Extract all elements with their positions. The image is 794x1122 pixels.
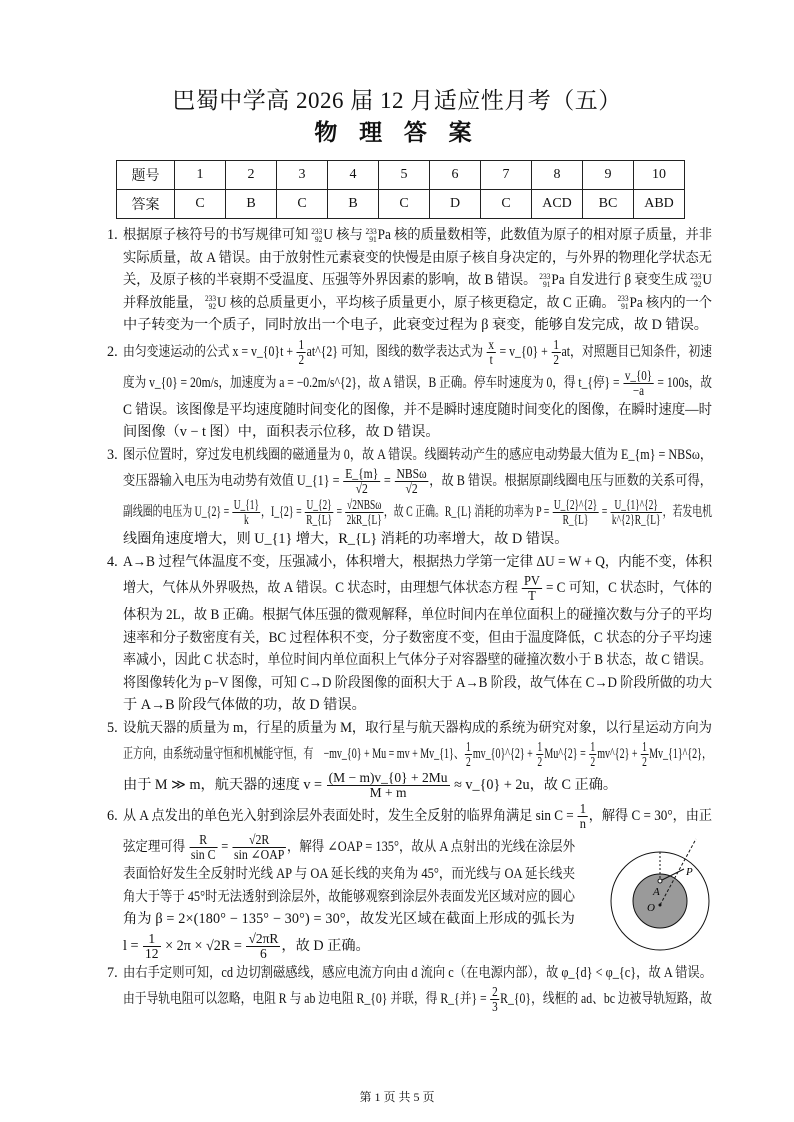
text-segment: 体积为 2L，故 B 正确。根据气体压强的微观解释，单位时间内在单位面积上的碰撞次数与分子的平均 <box>123 607 712 623</box>
line-text <box>123 269 712 292</box>
text-segment: 速率和分子数密度有关，BC 过程体积不变，分子数密度不变，但由于温度降低，C 状态的分子平均速 <box>123 629 712 646</box>
point-a <box>658 879 662 883</box>
denominator: 2 <box>465 754 471 770</box>
line-text <box>123 497 712 528</box>
question-number-cell: 4 <box>328 161 379 190</box>
point-o <box>659 904 662 907</box>
fraction <box>589 740 597 769</box>
atomic-number: 91 <box>542 279 551 289</box>
text-segment: = <box>218 839 232 855</box>
label-o: O <box>647 902 655 914</box>
line-text <box>123 672 712 695</box>
denominator: sin ∠OAP <box>234 847 285 863</box>
text-segment: Mu^{2} = <box>544 746 589 762</box>
atomic-number: 91 <box>369 234 377 244</box>
text-segment: U <box>702 272 712 288</box>
solution-line <box>123 863 575 886</box>
numerator: 1 <box>553 336 559 352</box>
solution-line <box>123 573 712 604</box>
text-segment: 将图像转化为 p−V 图像，可知 C→D 阶段图像的面积大于 A→B 阶段，故气体在 C→D 阶段所做的功大 <box>123 674 712 691</box>
solution-line <box>123 984 712 1015</box>
numerator: √2R <box>232 833 286 848</box>
solution-line <box>123 224 712 247</box>
fraction <box>465 740 473 769</box>
fraction <box>395 467 429 496</box>
numerator: 1 <box>298 336 305 352</box>
line-text <box>123 314 708 337</box>
line-text <box>123 551 712 574</box>
numerator: R <box>189 833 217 848</box>
numerator: 2 <box>492 984 498 1000</box>
numerator: √2NBSω <box>347 497 382 513</box>
question-2 <box>107 337 712 444</box>
solution-line <box>123 337 712 368</box>
question-1 <box>107 224 712 337</box>
solution-line <box>123 694 712 717</box>
answer-cell: C <box>379 190 430 219</box>
line-text <box>123 368 712 399</box>
fraction <box>343 467 380 496</box>
numerator: 1 <box>465 739 471 755</box>
text-segment: 由于导轨电阻可以忽略，电阻 R 与 ab 边电阻 R_{0} 并联，得 R_{并} = <box>123 991 490 1007</box>
line-text <box>123 627 712 650</box>
fraction <box>143 932 161 961</box>
fraction <box>305 498 334 527</box>
mass-number: 233 <box>617 294 629 304</box>
text-segment: 弦定理可得 <box>123 839 189 855</box>
text-segment: 由于 M ≫ m，航天器的速度 v = <box>123 777 326 793</box>
question-number: 6. <box>107 808 118 824</box>
solution-line <box>123 421 712 444</box>
text-segment: 变压器输入电压为电动势有效值 U_{1} = <box>123 473 343 489</box>
line-text <box>123 984 712 1015</box>
text-segment: 度为 v_{0} = 20m/s，加速度为 a = −0.2m/s^{2}，故 A 错误，B 正确。停车时速度为 0，得 t_{停} = <box>123 374 623 391</box>
text-segment: 正方向，由系统动量守恒和机械能守恒，有 −mv_{0} + Mu = mv + Mv_{1}、 <box>123 746 464 762</box>
text-segment: 于 A→B 阶段气体做的功，故 D 错误。 <box>123 697 366 713</box>
mass-number: 233 <box>365 226 377 236</box>
solution-line <box>123 801 712 832</box>
text-segment: 线圈角速度增大，则 U_{1} 增大，R_{L} 消耗的功率增大，故 D 错误。 <box>123 531 569 547</box>
fraction <box>552 338 561 367</box>
solution-line <box>123 292 712 315</box>
denominator: √2 <box>405 481 418 497</box>
solution-line <box>123 604 712 627</box>
numerator: PV <box>523 573 540 589</box>
text-segment: = <box>380 473 394 489</box>
line-text <box>123 224 712 247</box>
mass-number: 233 <box>539 271 551 281</box>
numerator: U_{2} <box>306 497 332 513</box>
numerator: 1 <box>143 932 161 947</box>
solution-line <box>123 528 712 551</box>
fraction <box>578 802 588 831</box>
line-text <box>123 247 712 270</box>
line-text <box>123 292 712 315</box>
document-title: 巴蜀中学高 2026 届 12 月适应性月考（五） <box>172 88 622 113</box>
answer-table-header-row <box>117 161 685 190</box>
question-5 <box>107 717 712 802</box>
denominator: 2 <box>642 754 647 770</box>
text-segment: 增大，气体从外界吸热，故 A 错误。C 状态时，由理想气体状态方程 <box>123 580 522 596</box>
numerator: v_{0} <box>624 367 653 383</box>
denominator: −a <box>632 382 645 398</box>
question-3 <box>107 444 712 551</box>
denominator: k <box>244 512 249 528</box>
text-segment: ，故 B 错误。根据原副线圈电压与匝数的关系可得， <box>429 473 712 489</box>
atomic-number: 92 <box>208 302 217 312</box>
answer-cell: C <box>481 190 532 219</box>
solution-line <box>123 314 712 337</box>
solution-line <box>123 497 712 528</box>
numerator: E_{m} <box>345 466 379 482</box>
text-segment: 角大于等于 45°时无法透射到涂层外，故能够观察到涂层外表面发光区域对应的圆心 <box>123 888 575 905</box>
line-text <box>123 931 370 962</box>
page-footer: 第 1 页 共 5 页 <box>359 1090 435 1104</box>
text-segment: 率减小，因此 C 状态时，单位时间内单位面积上气体分子对容器壁的碰撞次数小于 B 状态，故 C 错误。 <box>123 652 712 668</box>
text-segment: 中子转变为一个质子，同时放出一个电子，此衰变过程为 β 衰变，能够自发完成，故 D 错误。 <box>123 317 708 333</box>
answer-cell: B <box>328 190 379 219</box>
denominator: 2 <box>553 351 559 367</box>
solution-line <box>123 739 712 770</box>
label-p: P <box>686 866 693 878</box>
text-segment: = C 可知，C 状态时，气体的 <box>542 580 712 596</box>
denominator: 6 <box>260 945 267 961</box>
line-text <box>123 962 712 985</box>
denominator: sin C <box>190 847 216 863</box>
denominator: 2kR_{L} <box>346 512 382 528</box>
numerator: NBSω <box>396 466 427 482</box>
answer-table <box>116 160 685 219</box>
solution-line <box>123 627 712 650</box>
numerator: U_{2}^{2} <box>553 497 598 513</box>
question-number: 1. <box>107 227 118 243</box>
question-number-cell: 9 <box>583 161 634 190</box>
text-segment: ，I_{2} = <box>261 504 305 520</box>
solution-line <box>123 399 712 422</box>
solution-line <box>123 908 575 931</box>
line-text <box>123 604 712 627</box>
denominator: R_{L} <box>306 512 332 528</box>
denominator: k^{2}R_{L} <box>611 512 661 528</box>
solution-line <box>123 886 575 909</box>
answer-cell: D <box>430 190 481 219</box>
solution-line <box>123 717 712 740</box>
nuclide-numbers <box>690 273 701 289</box>
line-text <box>123 739 712 770</box>
question-number-cell: 10 <box>634 161 685 190</box>
nuclide-numbers <box>205 295 216 311</box>
fraction <box>487 338 496 367</box>
line-text <box>123 694 366 717</box>
text-segment: Pa 自发进行 β 衰变生成 <box>551 272 688 288</box>
answer-cell: BC <box>583 190 634 219</box>
text-segment: 图示位置时，穿过发电机线圈的磁通量为 0，故 A 错误。线圈转动产生的感应电动势最大值为 E_{m} = NBSω， <box>123 446 712 463</box>
denominator: M + m <box>369 785 407 801</box>
text-segment: × 2π × √2R = <box>161 937 246 954</box>
answer-cell: C <box>175 190 226 219</box>
text-segment: at，对照题目已知条件，初速 <box>561 343 712 360</box>
denominator: R_{L} <box>562 512 589 528</box>
question-4 <box>107 551 712 717</box>
atomic-number: 91 <box>621 302 629 312</box>
line-text <box>123 863 575 886</box>
line-text <box>123 801 712 832</box>
question-number: 3. <box>107 446 118 463</box>
text-segment: 设航天器的质量为 m，行星的质量为 M，取行星与航天器构成的系统为研究对象，以行星运动方向为 <box>123 719 712 736</box>
fraction <box>345 498 383 527</box>
text-segment: ，解得 ∠OAP = 135°，故从 A 点射出的光线在涂层外 <box>286 839 575 855</box>
text-segment: 副线圈的电压为 U_{2} = <box>123 504 232 520</box>
fraction <box>522 574 542 603</box>
text-segment: 根据原子核符号的书写规律可知 <box>123 227 309 243</box>
question-number: 7. <box>107 964 118 981</box>
answer-cell: C <box>277 190 328 219</box>
question-number-cell: 1 <box>175 161 226 190</box>
nuclide-numbers <box>539 273 550 289</box>
text-segment: = <box>334 504 345 520</box>
text-segment: 表面恰好发生全反射时光线 AP 与 OA 延长线的夹角为 45°，而光线与 OA 延长线夹 <box>123 866 575 882</box>
answer-table-answer-row <box>117 190 685 219</box>
fraction <box>232 498 260 527</box>
numerator: x <box>488 336 495 352</box>
atomic-number: 92 <box>694 279 702 289</box>
numerator: 1 <box>590 739 596 755</box>
line-text <box>123 770 617 801</box>
text-segment: Pa 核的质量数相等，此数值为原子的相对原子质量，并非 <box>377 227 712 243</box>
denominator: 2 <box>590 754 596 770</box>
text-segment: ≈ v_{0} + 2u，故 C 正确。 <box>450 777 618 793</box>
question-number-cell: 8 <box>532 161 583 190</box>
text-segment: 关，及原子核的半衰期不受温度、压强等外界因素的影响，故 B 错误。 <box>123 272 537 288</box>
question-6 <box>107 801 712 962</box>
question-number-cell: 6 <box>430 161 481 190</box>
text-segment: = 100s，故 <box>654 374 712 391</box>
optics-figure <box>604 831 724 956</box>
line-text <box>123 528 568 551</box>
mass-number: 233 <box>204 294 217 304</box>
numerator: U_{1}^{2} <box>611 498 662 513</box>
denominator: 2 <box>298 351 305 367</box>
fraction <box>297 338 306 367</box>
text-segment: l = <box>123 937 143 954</box>
text-segment: A→B 过程气体温度不变，压强减小，体积增大，根据热力学第一定律 ΔU = W + Q，内能不变，体积 <box>123 553 712 570</box>
text-segment: 并释放能量， <box>123 294 203 311</box>
fraction <box>232 833 286 862</box>
text-segment: ，故 C 正确。R_{L} 消耗的功率为 P = <box>383 504 552 520</box>
denominator: 12 <box>145 945 159 961</box>
text-segment: ，若发电机 <box>662 504 712 520</box>
solution-line <box>123 368 712 399</box>
line-text <box>123 832 575 863</box>
mass-number: 233 <box>690 271 702 281</box>
answer-cell: B <box>226 190 277 219</box>
text-segment: C 错误。该图像是平均速度随时间变化的图像，并不是瞬时速度随时间变化的图像，在瞬时速度—时 <box>123 401 712 418</box>
line-text <box>123 337 712 368</box>
solution-line <box>123 247 712 270</box>
line-text <box>123 399 712 422</box>
fraction <box>641 740 649 769</box>
text-segment: Mv_{1}^{2}， <box>649 746 712 762</box>
text-segment: 由匀变速运动的公式 x = v_{0}t + <box>123 343 296 360</box>
text-segment: 间图像（v − t 图）中，面积表示位移，故 D 错误。 <box>123 424 440 440</box>
solution-line <box>123 269 712 292</box>
question-number-cell: 5 <box>379 161 430 190</box>
solutions-body <box>107 224 712 1015</box>
numerator: 1 <box>642 739 647 755</box>
denominator: n <box>579 816 587 832</box>
line-text <box>123 649 712 672</box>
numerator: 1 <box>537 739 543 755</box>
circle-diagram <box>604 831 724 951</box>
text-segment: mv^{2} + <box>597 746 641 762</box>
header-label: 题号 <box>117 161 175 190</box>
line-text <box>123 573 712 604</box>
text-segment: ，故 D 正确。 <box>281 937 370 954</box>
numerator: U_{1} <box>233 497 259 513</box>
fraction <box>246 932 280 961</box>
solution-line <box>123 672 712 695</box>
solution-line <box>123 962 712 985</box>
text-segment: R_{0}，线框的 ad、bc 边被导轨短路，故 <box>500 991 712 1007</box>
question-number: 5. <box>107 719 118 736</box>
numerator: (M − m)v_{0} + 2Mu <box>328 770 448 786</box>
fraction <box>490 985 499 1014</box>
question-number-cell: 3 <box>277 161 328 190</box>
text-segment: = <box>599 504 610 520</box>
question-number-cell: 2 <box>226 161 277 190</box>
solution-line <box>123 649 712 672</box>
fraction <box>611 498 662 527</box>
answer-label: 答案 <box>117 190 175 219</box>
answer-cell: ACD <box>532 190 583 219</box>
denominator: 3 <box>492 999 498 1015</box>
nuclide-numbers <box>365 228 376 244</box>
fraction <box>327 771 450 800</box>
fraction <box>189 833 217 862</box>
line-text <box>123 421 440 444</box>
atomic-number: 92 <box>314 234 323 244</box>
text-segment: Pa 核内的一个 <box>629 294 712 311</box>
solution-line <box>123 551 712 574</box>
question-number: 4. <box>107 553 118 570</box>
nuclide-numbers <box>311 228 322 244</box>
numerator: 1 <box>579 801 587 817</box>
text-segment: U 核的总质量更小，平均核子质量更小，原子核更稳定，故 C 正确。 <box>217 294 615 311</box>
denominator: t <box>489 351 493 367</box>
denominator: T <box>528 588 536 604</box>
denominator: 2 <box>537 754 543 770</box>
fraction <box>552 498 598 527</box>
text-segment: 由右手定则可知，cd 边切割磁感线，感应电流方向由 d 流向 c（在电源内部），故 φ_{d} < φ_{c}，故 A 错误。 <box>123 964 712 981</box>
text-segment: 角为 β = 2×(180° − 135° − 30°) = 30°，故发光区域在截面上形成的弧长为 <box>123 911 575 927</box>
question-7 <box>107 962 712 1016</box>
line-text <box>123 444 712 467</box>
solution-line <box>123 444 712 467</box>
solution-line <box>123 466 712 497</box>
text-segment: = v_{0} + <box>496 343 551 360</box>
fraction <box>536 740 544 769</box>
line-text <box>123 886 575 909</box>
text-segment: 从 A 点发出的单色光入射到涂层外表面处时，发生全反射的临界角满足 sin C = <box>123 808 577 824</box>
nuclide-numbers <box>617 295 628 311</box>
numerator: √2πR <box>248 930 279 946</box>
fraction <box>623 369 653 398</box>
label-a: A <box>653 886 660 898</box>
question-number: 2. <box>107 343 118 360</box>
solution-line <box>123 832 575 863</box>
solution-line <box>123 770 712 801</box>
line-text <box>123 717 712 740</box>
denominator: √2 <box>355 481 368 497</box>
line-text <box>123 466 712 497</box>
answer-cell: ABD <box>634 190 685 219</box>
text-segment: U 核与 <box>323 227 363 243</box>
mass-number: 233 <box>311 226 323 236</box>
line-text <box>123 908 575 931</box>
text-segment: 实际质量，故 A 错误。由于放射性元素衰变的快慢是由原子核自身决定的，与外界的物理化学状态无 <box>123 249 712 266</box>
text-segment: at^{2} 可知，图线的数学表达式为 <box>306 343 486 360</box>
text-segment: mv_{0}^{2} + <box>472 746 536 762</box>
text-segment: ，解得 C = 30°，由正 <box>588 808 712 824</box>
document-subtitle: 物 理 答 案 <box>314 120 480 145</box>
question-number-cell: 7 <box>481 161 532 190</box>
